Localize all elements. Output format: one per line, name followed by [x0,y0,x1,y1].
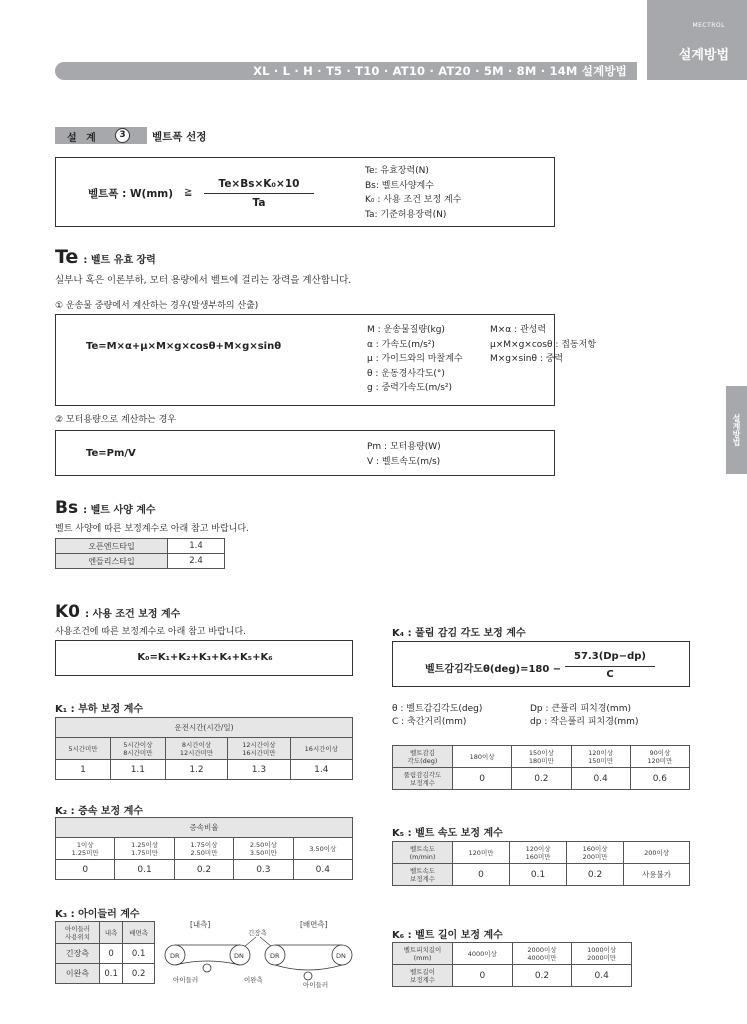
k2-value: 0.2 [174,860,233,880]
k5-range: 200이상 [624,842,690,864]
k6-value: 0.4 [572,965,632,987]
side-tab: 설계방법 [726,386,747,474]
bs-table [55,538,225,569]
k5-value: 0.2 [567,864,624,886]
k3-title: K₃ : 아이들러 계수 [55,909,140,920]
k2-value: 0 [56,860,115,880]
dn-label: DN [234,952,244,960]
k1-col-header: 8시간이상 12시간미만 [165,738,227,760]
k2-col-header: 1이상 1.25미만 [56,838,115,860]
section-bar [55,127,147,144]
k0-formula-box [55,640,353,676]
legend-k0: K₀ : 사용 조건 보정 계수 [365,195,462,205]
k4-formula-den: C [606,669,614,680]
k6-range: 1000이상 2000미만 [572,943,632,965]
header-corner [647,0,747,80]
k6-range: 4000이상 [453,943,513,965]
k4-range: 180이상 [453,746,512,768]
k1-col-header: 5시간미만 [56,738,111,760]
legend-wrap-angle: θ : 벨트감김각도(deg) [392,704,483,714]
k2-col-header: 2.50이상 3.50미만 [234,838,293,860]
k3-value: 0 [100,944,123,964]
k1-group-header: 운전시간(시간/일) [56,718,353,738]
k5-row-label: 벨트속도 (m/min) [393,842,453,864]
dr-label: DR [170,952,180,960]
k6-range: 2000이상 4000미만 [512,943,572,965]
k3-value: 0.1 [123,944,155,964]
k3-col-header: 아이들러 사용위치 [56,922,100,944]
te-case2-box [55,430,555,476]
bs-heading-text: : 벨트 사양 계수 [83,505,156,516]
k4-range: 120이상 150미만 [571,746,630,768]
te-case1-title: ① 운송물 중량에서 계산하는 경우(발생부하의 산출) [55,301,259,311]
k6-value: 0 [453,965,513,987]
k2-col-header: 1.25이상 1.75미만 [115,838,174,860]
header-title: 설계방법 [678,48,729,63]
k1-value: 1 [56,760,111,780]
k1-value: 1.1 [110,760,165,780]
legend-small-pulley: dp : 작은풀리 피치경(mm) [530,717,639,727]
k2-group-header: 증속비율 [56,818,353,838]
back-label: [배면측] [300,920,328,929]
k4-value: 0.2 [512,768,571,790]
width-numerator: Te×Bs×K₀×10 [218,178,300,190]
legend-gravity: M×g×sinθ : 중력 [490,354,564,364]
idler-label-right: 아이들러 [303,981,329,989]
width-denominator: Ta [252,197,266,209]
k6-value: 0.2 [512,965,572,987]
k4-range: 150이상 180미만 [512,746,571,768]
width-legend [365,164,461,222]
k3-value: 0.1 [100,964,123,984]
te-case2-legend [367,440,441,469]
k4-table [392,745,690,790]
k0-desc: 사용조건에 따른 보정계수로 아래 참고 바랍니다. [55,627,247,637]
width-op: ≧ [184,187,193,198]
title-band: XL · L · H · T5 · T10 · AT10 · AT20 · 5M · 8M · 14M 설계방법 [55,62,637,80]
slack-label: 이완측 [244,976,263,984]
k1-col-header: 5시간이상 8시간미만 [110,738,165,760]
te-heading-text: : 벨트 유효 장력 [83,255,156,266]
k4-title: K₄ : 풀림 감김 각도 보정 계수 [392,628,526,639]
legend-mu: μ : 가이드와의 마찰계수 [367,354,463,364]
k2-value: 0.3 [234,860,293,880]
k6-row-label: 벨트피치길이 (mm) [393,943,453,965]
brand-label: MECTROL [692,22,725,29]
k1-value: 1.2 [165,760,227,780]
k5-range: 120미만 [453,842,510,864]
section-number: 3 [115,128,130,143]
legend-center-distance: C : 축간거리(mm) [392,717,467,727]
k4-range: 90이상 120미만 [630,746,689,768]
legend-friction: μ×M×g×cosθ : 접동저항 [490,339,597,350]
k6-title: K₆ : 벨트 길이 보정 계수 [392,930,503,941]
k1-table [55,717,353,780]
te-case1-legend-b [490,323,596,367]
bs-symbol: Bs [55,498,79,518]
k3-col-header: 내측 [100,922,123,944]
k5-range: 160이상 200미만 [567,842,624,864]
k1-value: 1.3 [228,760,290,780]
legend-inertia: M×α : 관성력 [490,325,547,335]
k1-col-header: 16시간이상 [290,738,352,760]
k3-col-header: 배면측 [123,922,155,944]
legend-large-pulley: Dp : 큰풀리 피치경(mm) [530,704,631,714]
k0-heading-text: : 사용 조건 보정 계수 [85,609,181,620]
k5-value: 사용불가 [624,864,690,886]
k2-col-header: 1.75이상 2.50미만 [174,838,233,860]
k5-title: K₅ : 벨트 속도 보정 계수 [392,828,503,839]
dn-label-right: DN [336,952,346,960]
k4-value: 0.6 [630,768,689,790]
legend-bs: Bs: 벨트사양계수 [365,180,434,191]
bs-row-value: 1.4 [168,539,225,554]
legend-theta: θ : 운동경사각도(°) [367,368,445,379]
k5-table [392,841,690,886]
legend-te: Te: 유효장력(N) [365,166,429,176]
width-formula-box [55,157,555,227]
k2-title: K₂ : 증속 보정 계수 [55,806,144,817]
k3-row-label: 긴장측 [56,944,100,964]
inner-label: [내측] [190,920,211,929]
k4-legend-left [392,703,482,729]
legend-pm: Pm : 모터용량(W) [367,442,441,452]
k5-range: 120이상 160미만 [510,842,567,864]
k4-value: 0.4 [571,768,630,790]
k3-value: 0.2 [123,964,155,984]
width-lhs: 벨트폭 : W(mm) [88,188,174,200]
te-case1-formula: Te=M×α+μ×M×g×cosθ+M×g×sinθ [86,341,282,352]
k2-value: 0.1 [115,860,174,880]
bs-row-label: 엔들리스타입 [56,554,168,569]
k5-row-label: 벨트속도 보정계수 [393,864,453,886]
legend-v: V : 벨트속도(m/s) [367,456,441,467]
k1-col-header: 12시간이상 16시간미만 [228,738,290,760]
te-heading [55,246,156,268]
idler-label-left: 아이들러 [173,976,199,984]
k0-formula: K₀=K₁+K₂+K₃+K₄+K₅+K₆ [137,652,273,663]
te-case2-title: ② 모터용량으로 계산하는 경우 [55,415,176,425]
k4-formula-box [392,641,690,687]
bs-row-value: 2.4 [168,554,225,569]
k6-row-label: 벨트길이 보정계수 [393,965,453,987]
section-label: 설 계 [67,133,99,144]
idler-diagram [160,915,360,990]
k1-value: 1.4 [290,760,352,780]
k2-col-header: 3.50이상 [293,838,352,860]
k5-value: 0 [453,864,510,886]
legend-alpha: α : 가속도(m/s²) [367,339,435,350]
legend-m: M : 운송물질량(kg) [367,325,445,335]
tight-label: 긴장측 [248,929,267,937]
section-title: 벨트폭 선정 [152,131,207,143]
bs-desc: 벨트 사양에 따른 보정계수로 아래 참고 바랍니다. [55,524,249,534]
k4-value: 0 [453,768,512,790]
k2-value: 0.4 [293,860,352,880]
bs-row-label: 오픈엔드타입 [56,539,168,554]
k3-table [55,921,155,984]
te-symbol: Te [55,246,79,268]
k4-formula-num: 57.3(Dp−dp) [574,651,646,662]
k4-formula-lhs: 벨트감김각도θ(deg)=180 − [425,664,562,675]
legend-g: g : 중력가속도(m/s²) [367,383,453,393]
k1-title: K₁ : 부하 보정 계수 [55,704,144,715]
k4-legend-right [530,703,638,729]
k5-value: 0.1 [510,864,567,886]
k6-table [392,942,632,987]
legend-ta: Ta: 기준허용장력(N) [365,209,447,220]
k4-row-label: 벨트감김 각도(deg) [393,746,453,768]
k2-table [55,817,353,880]
bs-heading [55,498,156,518]
te-case2-formula: Te=Pm/V [86,448,136,459]
te-case1-box [55,314,597,406]
dr-label-right: DR [270,952,280,960]
k3-row-label: 이완측 [56,964,100,984]
k0-heading [55,602,180,622]
te-desc: 실부나 혹은 이론부하, 모터 용량에서 벨트에 걸리는 장력을 계산합니다. [55,275,352,286]
k0-symbol: K0 [55,602,81,622]
te-case1-legend-a [367,323,463,396]
k4-row-label: 풀림감김각도 보정계수 [393,768,453,790]
